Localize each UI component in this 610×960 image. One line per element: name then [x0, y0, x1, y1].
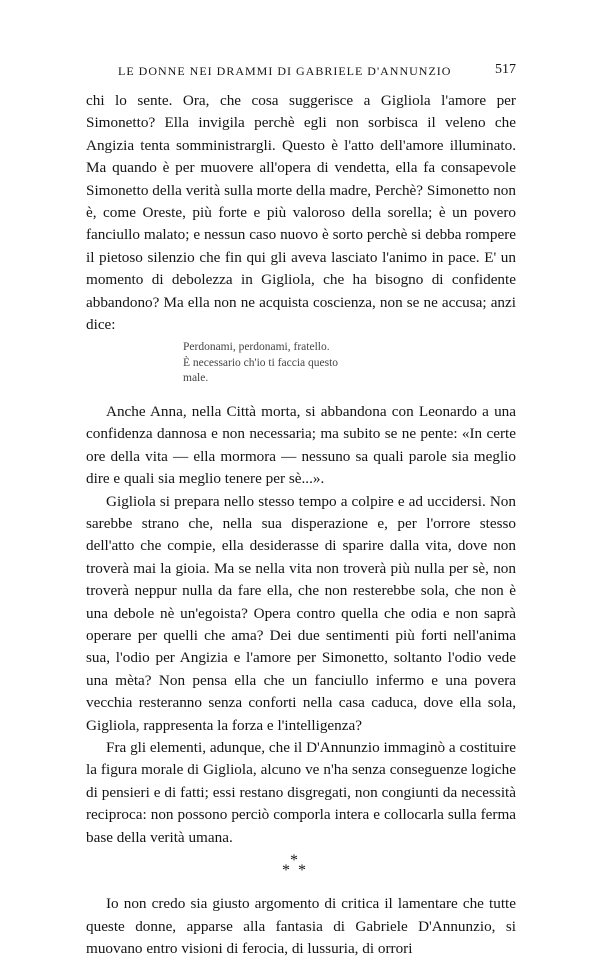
body-text — [86, 90, 516, 960]
asterisk-top: * — [290, 852, 298, 870]
asterisk-right: * — [298, 862, 306, 880]
verse-line-1: Perdonami, perdonami, fratello. — [183, 341, 330, 354]
paragraph-5: Io non credo sia giusto argomento di critica il lamentare che tutte queste donne, apparse alla fantasia di Gabriele D'Annunzio, si muovano entro visioni di ferocia, di lussuria, di orrori — [86, 895, 516, 957]
verse-line-2: È necessario ch'io ti faccia questo — [183, 356, 339, 369]
page-number: 517 — [495, 62, 516, 77]
paragraph-1: chi lo sente. Ora, che cosa suggerisce a Gigliola l'amore per Simonetto? Ella invigila perchè egli non sorbisca il veleno che Angizia tenta somministrargli. Questo è l'atto dell'amore illuminato. Ma quando è per muovere all'opera di vendetta, ella fa consapevole Simonetto della verità sulla morte della madre, Perchè? Simonetto non è, come Oreste, più forte e più valoroso della sorella; è un povero fanciullo malato; e nessun caso nuovo è sorto perchè si debba rompere il pietoso silenzio che fin qui gli aveva lasciato l'animo in pace. E' un momento di debolezza in Gigliola, che ha bisogno di confidente abbandono? Ma ella non ne acquista coscienza, non se ne accusa; anzi dice: — [86, 92, 516, 334]
running-title: LE DONNE NEI DRAMMI DI GABRIELE D'ANNUNZIO — [118, 64, 452, 78]
verse-line-3: male. — [183, 372, 209, 385]
asterisk-left: * — [282, 862, 290, 880]
section-separator — [86, 851, 516, 887]
verse-quote — [183, 340, 516, 387]
paragraph-2: Anche Anna, nella Città morta, si abbandona con Leonardo a una confidenza dannosa e non necessaria; ma subito se ne pente: «In certe ore della vita — ella mormora — nessuno sa quali parole sia meglio dire e quali sia meglio tenere per sè...». — [86, 402, 516, 488]
paragraph-4: Fra gli elementi, adunque, che il D'Annunzio immaginò a costituire la figura morale di Gigliola, alcuno ve n'ha senza conseguenze logiche di pensieri e di fatti; essi restano disgregati, non congiunti da necessità reciproca: non possono perciò comporla intera e collocarla sulla ferma base della verità umana. — [86, 739, 516, 846]
paragraph-3: Gigliola si prepara nello stesso tempo a colpire e ad uccidersi. Non sarebbe strano che, nella sua disperazione e, per l'orrore stesso dell'atto che compie, ella desiderasse di sparire dalla vita, dove non troverà mai la gioia. Ma se nella vita non troverà più nulla per sè, non troverà neppur nulla da fare ella, che non resterebbe sola, che non è una debole nè un'egoista? Opera contro quella che odia e non saprà operare per quelli che ama? Dei due sentimenti più forti nell'anima sua, l'odio per Angizia e l'amore per Simonetto, soltanto l'odio vede una mèta? Non pensa ella che un fanciullo infermo e una povera vecchia resteranno senza conforti nella casa caduca, dove ella sola, Gigliola, rappresenta la forza e l'intelligenza? — [86, 492, 516, 734]
